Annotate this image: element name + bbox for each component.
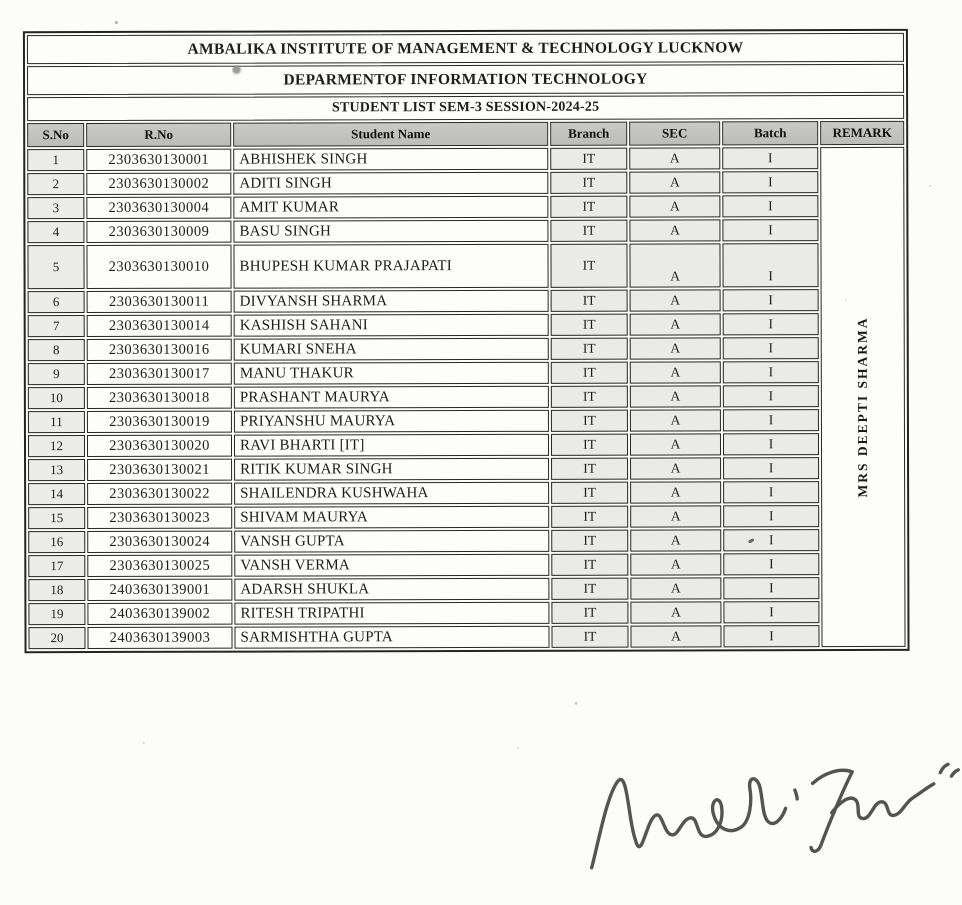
sec-cell: A [630,385,721,407]
batch-cell: I [723,529,819,551]
sno-cell: 15 [28,507,85,529]
sno-cell: 16 [28,531,85,553]
list-title: STUDENT LIST SEM-3 SESSION-2024-25 [27,95,904,121]
batch-cell: I [723,361,819,383]
student-list-table [23,29,910,653]
signature-graphic [561,742,962,899]
sno-cell: 6 [28,291,85,313]
scan-speck [929,185,931,187]
sno-cell: 19 [28,603,85,625]
table-row [27,243,904,289]
sec-cell: A [630,529,721,551]
branch-cell: IT [551,626,628,648]
branch-cell: IT [550,172,627,194]
rno-cell: 2303630130016 [87,339,232,361]
sno-cell: 13 [28,459,85,481]
student-name-cell: ADITI SINGH [233,172,548,195]
sno-cell: 14 [28,483,85,505]
batch-cell: I [722,171,818,193]
header-row [27,121,904,147]
student-name-cell: ABHISHEK SINGH [233,148,548,171]
branch-cell: IT [551,506,628,528]
col-header-remark: REMARK [820,121,904,145]
rno-cell: 2303630130002 [86,173,231,195]
sec-cell: A [629,195,720,217]
sec-cell: A [629,243,720,287]
sno-cell: 4 [27,221,84,243]
table-row [28,529,905,553]
student-name-cell: KASHISH SAHANI [234,314,549,337]
batch-cell: I [723,409,819,431]
branch-cell: IT [551,362,628,384]
table-row [28,457,905,481]
branch-cell: IT [551,482,628,504]
student-name-cell: BHUPESH KUMAR PRAJAPATI [233,244,548,289]
batch-cell: I [723,505,819,527]
col-header-sec: SEC [629,121,720,145]
student-name-cell: KUMARI SNEHA [234,338,549,361]
batch-cell: I [723,337,819,359]
student-name-cell: SARMISHTHA GUPTA [234,626,549,649]
batch-cell: I [722,243,818,287]
sec-cell: A [630,313,721,335]
rno-cell: 2303630130010 [86,245,231,289]
scan-speck [845,299,847,301]
table-row [28,409,905,433]
sno-cell: 10 [28,387,85,409]
table-row [28,601,905,625]
rno-cell: 2303630130009 [86,221,231,243]
sno-cell: 2 [27,173,84,195]
table-row [27,33,904,64]
branch-cell: IT [550,148,627,170]
sec-cell: A [629,171,720,193]
sec-cell: A [630,409,721,431]
sec-cell: A [629,147,720,169]
sec-cell: A [629,219,720,241]
branch-cell: IT [551,530,628,552]
rno-cell: 2303630130018 [87,387,232,409]
table-row [28,553,905,577]
batch-cell: I [723,457,819,479]
rno-cell: 2303630130017 [87,363,232,385]
student-name-cell: PRIYANSHU MAURYA [234,410,549,433]
table-row [28,313,905,337]
col-header-name: Student Name [233,122,548,147]
sno-cell: 17 [28,555,85,577]
table-row [28,361,905,385]
rno-cell: 2303630130020 [87,435,232,457]
table-row [27,195,904,219]
batch-cell: I [722,219,818,241]
student-name-cell: RAVI BHARTI [IT] [234,434,549,457]
table-row [28,289,905,313]
student-name-cell: RITIK KUMAR SINGH [234,458,549,481]
branch-cell: IT [551,290,628,312]
sec-cell: A [630,289,721,311]
table-row [28,625,905,649]
rno-cell: 2303630130001 [86,149,231,171]
col-header-branch: Branch [550,122,627,146]
sno-cell: 7 [28,315,85,337]
branch-cell: IT [551,410,628,432]
branch-cell: IT [551,434,628,456]
institute-title: AMBALIKA INSTITUTE OF MANAGEMENT & TECHNOLOGY LUCKNOW [27,33,904,64]
sno-cell: 18 [28,579,85,601]
student-name-cell: SHIVAM MAURYA [234,506,549,529]
branch-cell: IT [551,386,628,408]
student-name-cell: SHAILENDRA KUSHWAHA [234,482,549,505]
sno-cell: 12 [28,435,85,457]
student-name-cell: DIVYANSH SHARMA [234,290,549,313]
student-name-cell: MANU THAKUR [234,362,549,385]
rno-cell: 2403630139002 [87,603,232,625]
rno-cell: 2303630130011 [87,291,232,313]
branch-cell: IT [550,244,627,288]
rno-cell: 2303630130004 [86,197,231,219]
col-header-batch: Batch [722,121,818,145]
sno-cell: 5 [27,245,84,289]
col-header-sno: S.No [27,123,84,147]
sec-cell: A [630,505,721,527]
rno-cell: 2403630139001 [87,579,232,601]
batch-cell: I [723,625,819,647]
rno-cell: 2303630130025 [87,555,232,577]
table-row [28,505,905,529]
student-name-cell: RITESH TRIPATHI [234,602,549,625]
scan-speck [748,538,755,543]
sno-cell: 1 [27,149,84,171]
branch-cell: IT [551,578,628,600]
batch-cell: I [723,433,819,455]
rno-cell: 2303630130022 [87,483,232,505]
batch-cell: I [723,577,819,599]
rno-cell: 2303630130014 [87,315,232,337]
sno-cell: 8 [28,339,85,361]
rno-cell: 2303630130021 [87,459,232,481]
sno-cell: 3 [27,197,84,219]
batch-cell: I [723,313,819,335]
col-header-rno: R.No [86,123,231,147]
student-name-cell: VANSH VERMA [234,554,549,577]
table-row [28,337,905,361]
student-name-cell: PRASHANT MAURYA [234,386,549,409]
sec-cell: A [630,457,721,479]
table-row [28,433,905,457]
scan-speck [517,747,519,749]
branch-cell: IT [551,602,628,624]
branch-cell: IT [550,196,627,218]
remark-vertical-note: MRS DEEPTI SHARMA [854,316,871,498]
scan-speck [143,742,145,744]
scan-smudge [232,65,242,76]
branch-cell: IT [551,338,628,360]
student-name-cell: AMIT KUMAR [233,196,548,219]
sec-cell: A [630,577,721,599]
batch-cell: I [722,147,818,169]
table-row [28,385,905,409]
scan-speck [575,702,578,705]
rno-cell: 2403630139003 [87,627,232,649]
branch-cell: IT [550,220,627,242]
student-name-cell: ADARSH SHUKLA [234,578,549,601]
table-row [27,147,904,171]
sec-cell: A [630,553,721,575]
batch-cell: I [723,385,819,407]
student-name-cell: BASU SINGH [233,220,548,243]
sec-cell: A [630,433,721,455]
branch-cell: IT [551,458,628,480]
sno-cell: 20 [28,627,85,649]
branch-cell: IT [551,314,628,336]
table-row [27,171,904,195]
sec-cell: A [630,361,721,383]
sec-cell: A [630,601,721,623]
batch-cell: I [723,481,819,503]
table-row [27,64,904,95]
sno-cell: 11 [28,411,85,433]
rno-cell: 2303630130023 [87,507,232,529]
sec-cell: A [630,337,721,359]
branch-cell: IT [551,554,628,576]
student-name-cell: VANSH GUPTA [234,530,549,553]
batch-cell: I [723,289,819,311]
table-row [27,219,904,243]
batch-cell: I [722,195,818,217]
sno-cell: 9 [28,363,85,385]
batch-cell: I [723,553,819,575]
sec-cell: A [630,625,721,647]
scan-speck [115,21,118,24]
table-row [28,577,905,601]
rno-cell: 2303630130019 [87,411,232,433]
table-row [28,481,905,505]
table-row [27,95,904,121]
sec-cell: A [630,481,721,503]
rno-cell: 2303630130024 [87,531,232,553]
batch-cell: I [723,601,819,623]
remark-cell [820,147,905,647]
department-title: DEPARMENTOF INFORMATION TECHNOLOGY [27,64,904,95]
